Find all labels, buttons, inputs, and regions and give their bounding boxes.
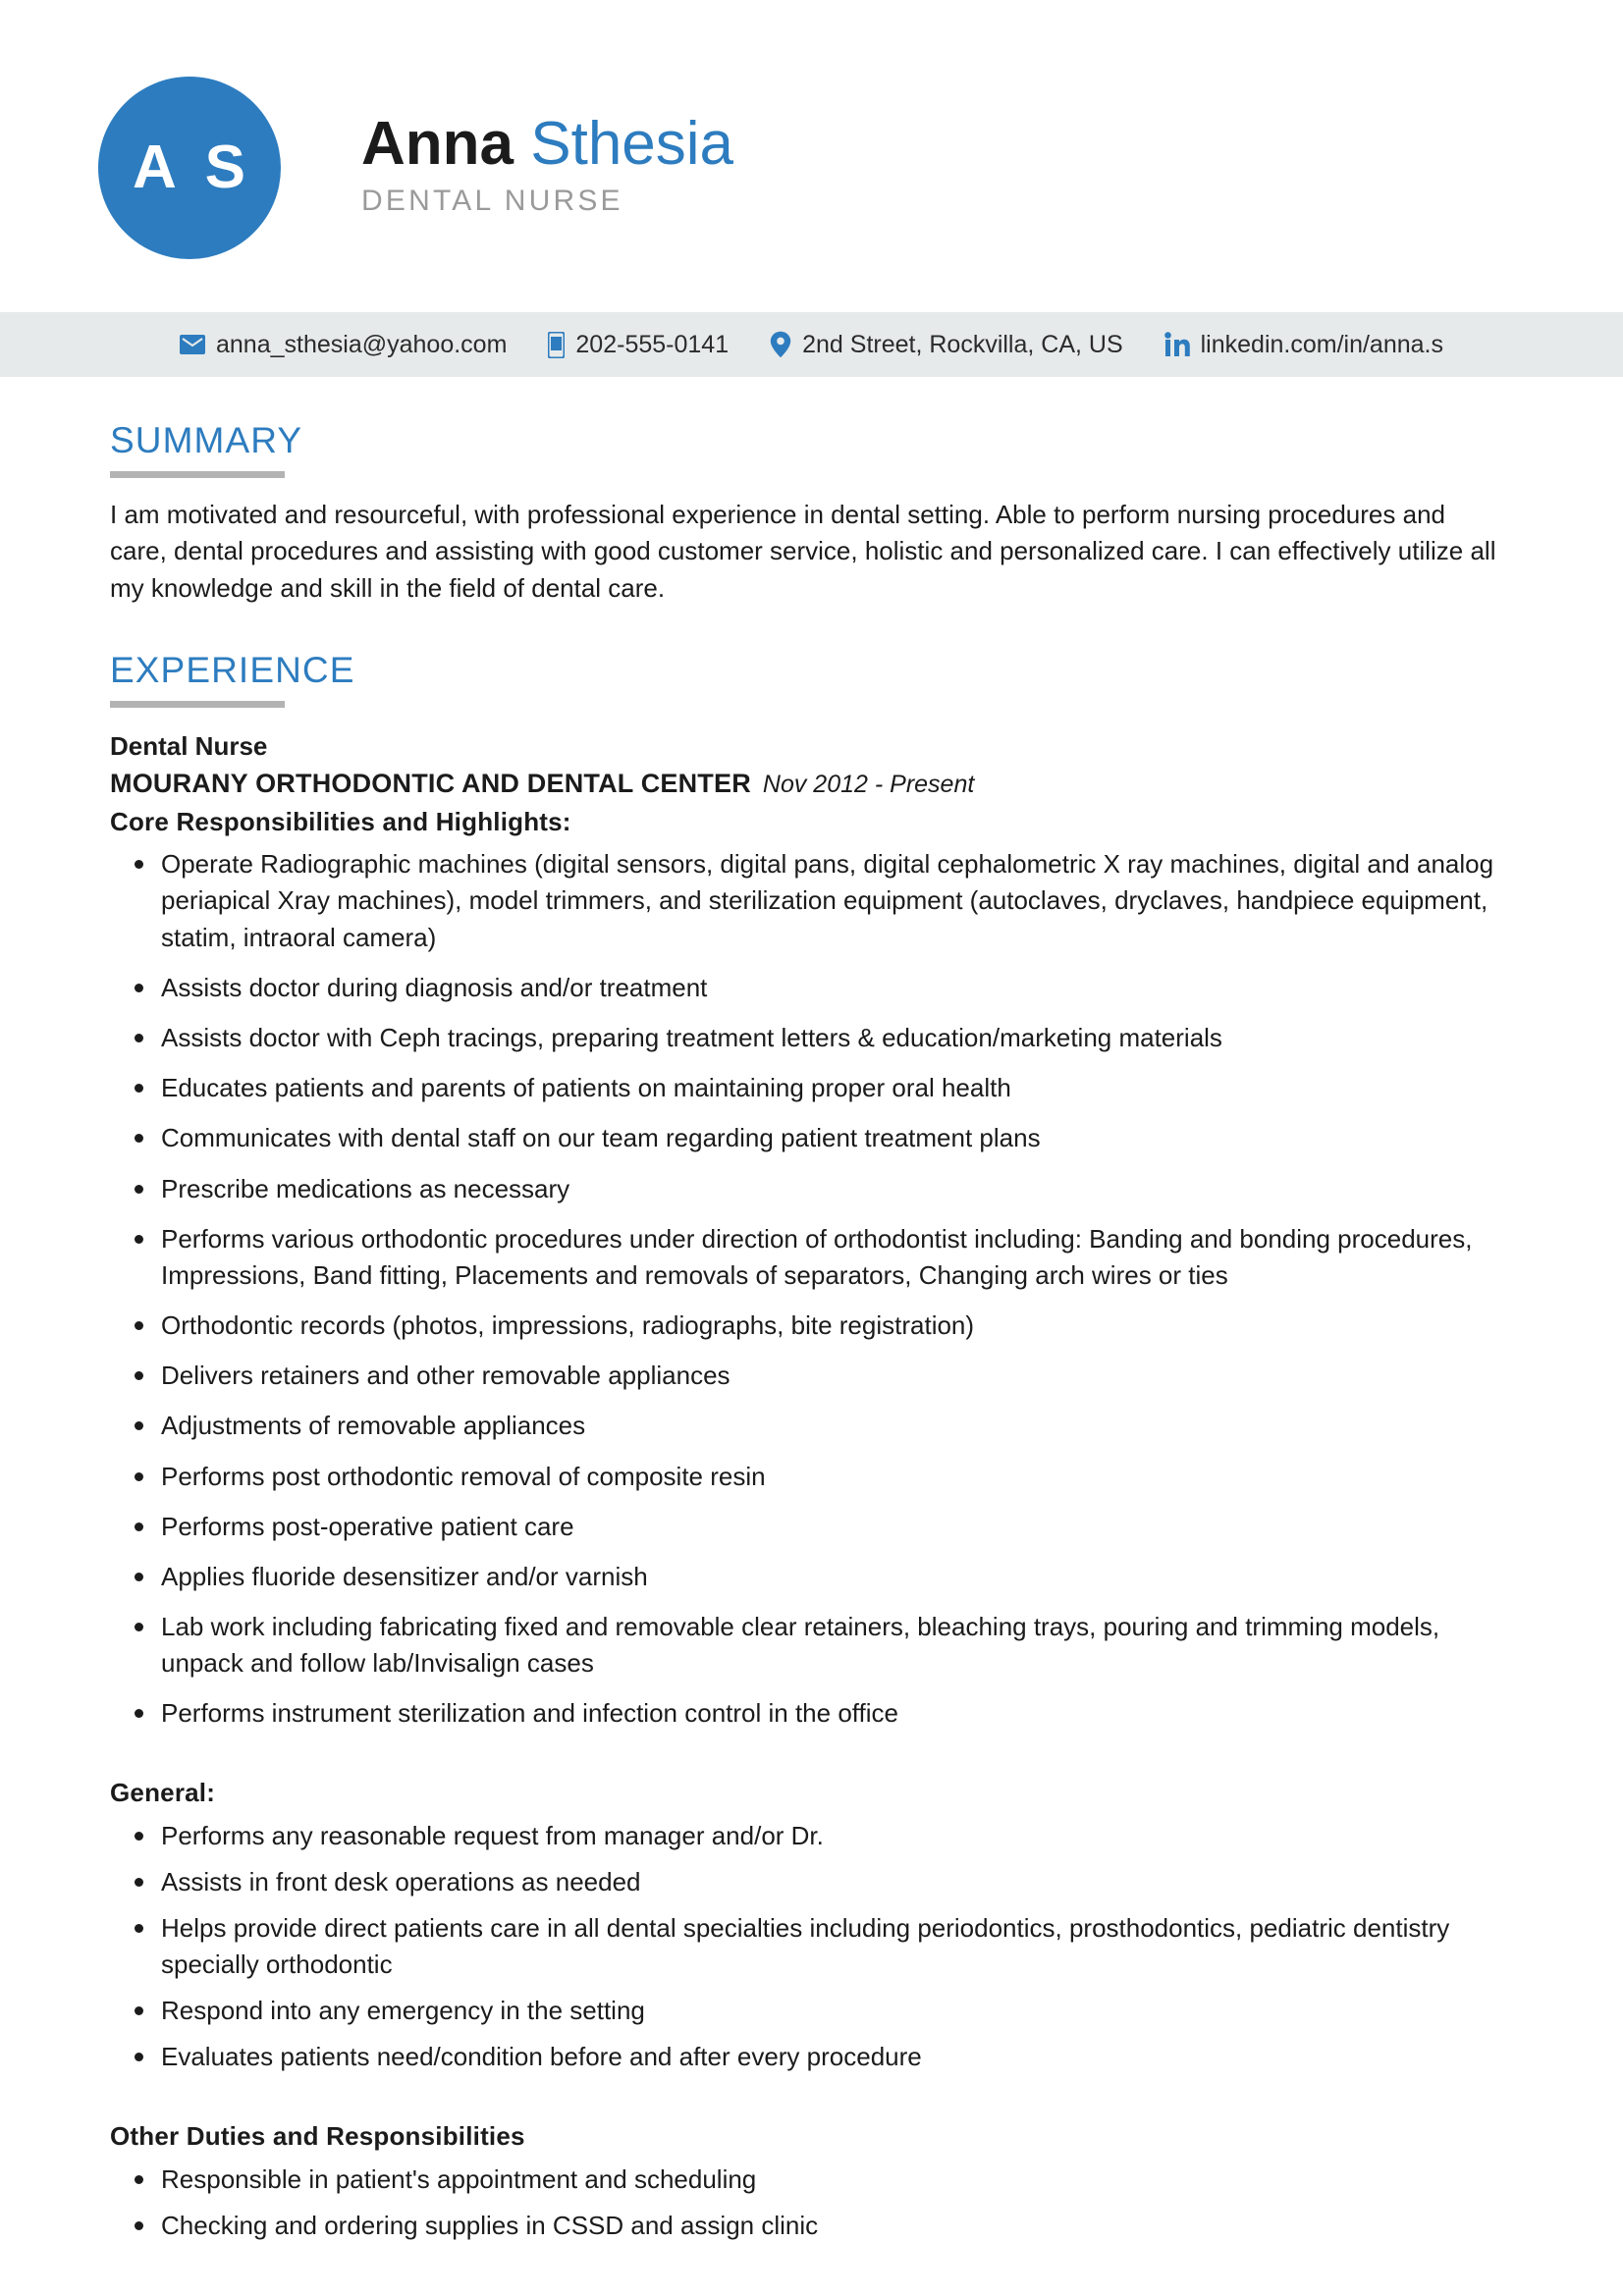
contact-location-text: 2nd Street, Rockvilla, CA, US xyxy=(802,330,1123,358)
contact-bar xyxy=(0,312,1623,377)
location-pin-icon xyxy=(770,331,791,358)
experience-company-line xyxy=(110,769,1505,799)
avatar xyxy=(98,77,281,259)
list-item: Delivers retainers and other removable appliances xyxy=(110,1358,1505,1394)
list-item: Performs various orthodontic procedures under direction of orthodontist including: Banding and bonding procedures, Impressions, Band fitting, Placements and removals of separators, Changing arch wires or ties xyxy=(110,1221,1505,1294)
list-item: Checking and ordering supplies in CSSD and assign clinic xyxy=(110,2208,1505,2244)
email-icon xyxy=(180,335,205,354)
list-item: Performs post orthodontic removal of composite resin xyxy=(110,1459,1505,1495)
contact-item-linkedin[interactable] xyxy=(1164,331,1443,359)
first-name: Anna xyxy=(361,110,514,179)
general-list xyxy=(110,1818,1505,2076)
section-rule-summary xyxy=(110,471,285,478)
list-item: Educates patients and parents of patients on maintaining proper oral health xyxy=(110,1070,1505,1106)
experience-role: Dental Nurse xyxy=(110,731,268,762)
resume-body xyxy=(0,422,1623,2244)
linkedin-icon xyxy=(1164,332,1190,357)
list-item: Performs post-operative patient care xyxy=(110,1509,1505,1545)
contact-item-phone[interactable] xyxy=(548,331,729,359)
section-rule-experience xyxy=(110,701,285,708)
list-item: Respond into any emergency in the setting xyxy=(110,1993,1505,2029)
summary-paragraph: I am motivated and resourceful, with professional experience in dental setting. Able to perform nursing procedures and care, dental procedures and assisting with good customer service, holistic and personalized care. I can effectively utilize all my knowledge and skill in the field of dental care. xyxy=(110,500,1496,603)
other-duties-list xyxy=(110,2162,1505,2244)
avatar-initials: A S xyxy=(132,133,253,201)
list-item: Helps provide direct patients care in all dental specialties including periodontics, prosthodontics, pediatric dentistry specially orthodontic xyxy=(110,1910,1505,1983)
experience-company: MOURANY ORTHODONTIC AND DENTAL CENTER xyxy=(110,769,751,799)
last-name: Sthesia xyxy=(530,110,734,179)
list-item: Communicates with dental staff on our team regarding patient treatment plans xyxy=(110,1120,1505,1156)
list-item: Assists in front desk operations as needed xyxy=(110,1864,1505,1900)
list-item: Applies fluoride desensitizer and/or varnish xyxy=(110,1559,1505,1595)
header-text-block xyxy=(361,112,733,224)
section-summary xyxy=(110,422,1505,607)
contact-item-email[interactable] xyxy=(180,331,507,359)
section-title-experience: EXPERIENCE xyxy=(110,650,355,691)
list-item: Adjustments of removable appliances xyxy=(110,1408,1505,1444)
contact-phone-text: 202-555-0141 xyxy=(575,330,730,358)
header-job-title: DENTAL NURSE xyxy=(361,184,623,217)
contact-item-location[interactable] xyxy=(770,331,1123,359)
list-item: Lab work including fabricating fixed and removable clear retainers, bleaching trays, pouring and trimming models, unpack and follow lab/Invisalign cases xyxy=(110,1609,1505,1682)
list-item: Responsible in patient's appointment and scheduling xyxy=(110,2162,1505,2198)
contact-email-text: anna_sthesia@yahoo.com xyxy=(216,330,508,358)
core-responsibilities-list xyxy=(110,846,1505,1732)
core-responsibilities-heading: Core Responsibilities and Highlights: xyxy=(110,807,571,837)
list-item: Assists doctor with Ceph tracings, preparing treatment letters & education/marketing materials xyxy=(110,1020,1505,1056)
general-heading: General: xyxy=(110,1777,216,1807)
experience-dates: Nov 2012 - Present xyxy=(762,771,975,799)
phone-icon xyxy=(548,332,565,358)
contact-linkedin-text: linkedin.com/in/anna.s xyxy=(1200,330,1443,358)
page-title xyxy=(361,112,733,177)
list-item: Evaluates patients need/condition before and after every procedure xyxy=(110,2039,1505,2075)
list-item: Assists doctor during diagnosis and/or treatment xyxy=(110,970,1505,1006)
list-item: Orthodontic records (photos, impressions, radiographs, bite registration) xyxy=(110,1308,1505,1344)
list-item: Prescribe medications as necessary xyxy=(110,1171,1505,1207)
list-item: Operate Radiographic machines (digital sensors, digital pans, digital cephalometric X ray machines, digital and analog periapical Xray machines), model trimmers, and sterilization equipment (autoclaves, dryclaves, handpiece equipment, statim, intraoral camera) xyxy=(110,846,1505,956)
other-duties-heading: Other Duties and Responsibilities xyxy=(110,2120,525,2151)
resume-header xyxy=(0,0,1623,259)
list-item: Performs any reasonable request from manager and/or Dr. xyxy=(110,1818,1505,1854)
section-title-summary: SUMMARY xyxy=(110,420,303,460)
list-item: Performs instrument sterilization and infection control in the office xyxy=(110,1695,1505,1732)
section-experience xyxy=(110,652,1505,2244)
